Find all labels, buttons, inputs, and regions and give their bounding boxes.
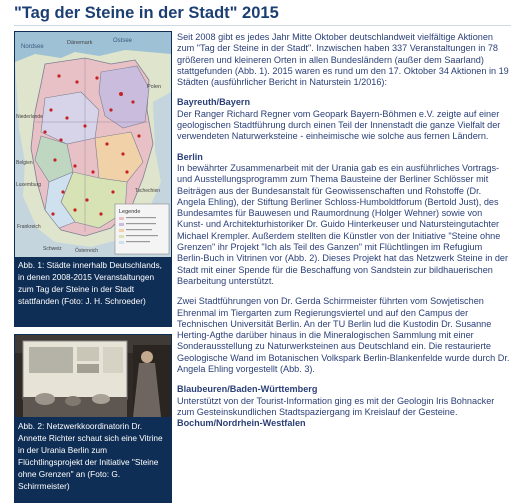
berlin-paragraph-1: In bewährter Zusammenarbeit mit der Urania gab es ein ausführliches Vortrags- und Ausstellungsprogramm zum Thema Bausteine der Berliner Schlösser mit Beiträgen aus der Bundesanstalt für Geowissenschaften und Rohstoffe (Dr. Angela Ehling), der Stiftung Berliner Schloss-Humboldtforum (Bertold Just), des Bundesamtes für Bauwesen und Raumordnung (Holger Wehner) sowie von Kunst- und Architekturhistoriker Dr. Guido Hinterkeuser und Natursteingutachter Michael Krempler. Außerdem stellten die Künstler von der Initiative "Steine ohne Grenzen" ihr Projekt "Ich als Teil des Ganzen" mit Flüchtlingen im Refugium Berlin-Buch in Vitrinen vor (Abb. 2). Dieses Projekt hat das Netzwerk Steine in der Stadt mit einer Spende für die Beschaffung von Sandstein zur bildhauerischen Bearbeitung unterstützt. — [177, 162, 509, 286]
vitrine-photo-graphic — [15, 335, 171, 417]
section-heading-bochum: Bochum/Nordrhein-Westfalen — [177, 418, 306, 429]
intro-paragraph: Seit 2008 gibt es jedes Jahr Mitte Oktober deutschlandweit vielfältige Aktionen zum "Tag der Steine in der Stadt". Inzwischen haben 337 Veranstaltungen in 78 größeren und kleineren Orten in allen Bundesländern (außer dem Saarland) stattgefunden (Abb. 1). 2015 waren es rund um den 17. Oktober 34 Aktionen in 19 Städten (ausführlicher Bericht in Naturstein 1/2016): — [177, 32, 509, 88]
figure-map — [14, 31, 172, 327]
germany-map-image[interactable] — [15, 32, 171, 257]
map-label-frankreich: Frankreich — [17, 224, 41, 230]
figure1-caption: Abb. 1: Städte innerhalb Deutschlands, in denen 2008-2015 Veranstaltungen zum Tag der Steine in der Stadt stattfanden (Foto: J. H. Schroeder) — [18, 260, 162, 306]
map-label-oesterreich: Österreich — [75, 248, 99, 254]
blaubeuren-paragraph: Unterstützt von der Tourist-Information ging es mit der Geologin Iris Bohnacker zum Gesteinskundlichen Stadtspaziergang im Kreislauf der Gesteine. — [177, 395, 495, 417]
map-label-tschechien: Tschechien — [135, 188, 161, 194]
section-heading-blaubeuren: Blaubeuren/Baden-Württemberg — [177, 384, 318, 395]
map-label-ostsee: Ostsee — [113, 38, 133, 44]
map-label-nordsee: Nordsee — [21, 44, 44, 50]
page-title: "Tag der Steine in der Stadt" 2015 — [14, 4, 279, 22]
germany-map-graphic — [15, 32, 171, 257]
vitrine-photo-image[interactable] — [15, 335, 171, 417]
figure2-caption: Abb. 2: Netzwerkkoordinatorin Dr. Annette Richter schaut sich eine Vitrine in der Urania Berlin zum Flüchtlingsprojekt der Initiative "Steine ohne Grenzen" an (Foto: G. Schirrmeister) — [18, 421, 163, 491]
map-label-schweiz: Schweiz — [43, 246, 62, 252]
map-label-daenemark: Dänemark — [67, 40, 93, 46]
map-label-polen: Polen — [147, 84, 162, 90]
figure-photo — [14, 334, 172, 503]
section-heading-berlin: Berlin — [177, 151, 203, 162]
map-label-luxemburg: Luxemburg — [16, 182, 42, 188]
left-column — [14, 31, 172, 503]
section-heading-bayreuth: Bayreuth/Bayern — [177, 97, 251, 108]
bayreuth-paragraph: Der Ranger Richard Regner vom Geopark Bayern-Böhmen e.V. zeigte auf einer geologischen Stadtführung durch einen Teil der Innenstadt die ganze Vielfalt der verwendeten Naturwerksteine - einheimische wie solche aus fernen Ländern. — [177, 108, 501, 142]
map-label-niederlande: Niederlande — [16, 114, 43, 120]
article-body — [177, 32, 511, 430]
map-legend-title: Legende — [119, 209, 141, 215]
title-divider — [14, 25, 511, 26]
berlin-paragraph-2: Zwei Stadtführungen von Dr. Gerda Schirrmeister führten vom Sowjetischen Ehrenmal im Tiergarten zum Regierungsviertel und auf den Campus der Technischen Universität Berlin. An der TU Berlin lud die Kustodin Dr. Susanne Herting-Agthe darüber hinaus in die Mineralogischen Sammlung mit einer Sonderausstellung zu Naturwerksteinen aus Deutschland ein. Die restaurierte Geologische Wand im Botanischen Volkspark Berlin-Blankenfelde wurde durch Dr. Angela Ehling vorgestellt (Abb. 3). — [177, 296, 510, 375]
map-label-belgien: Belgien — [16, 160, 33, 166]
